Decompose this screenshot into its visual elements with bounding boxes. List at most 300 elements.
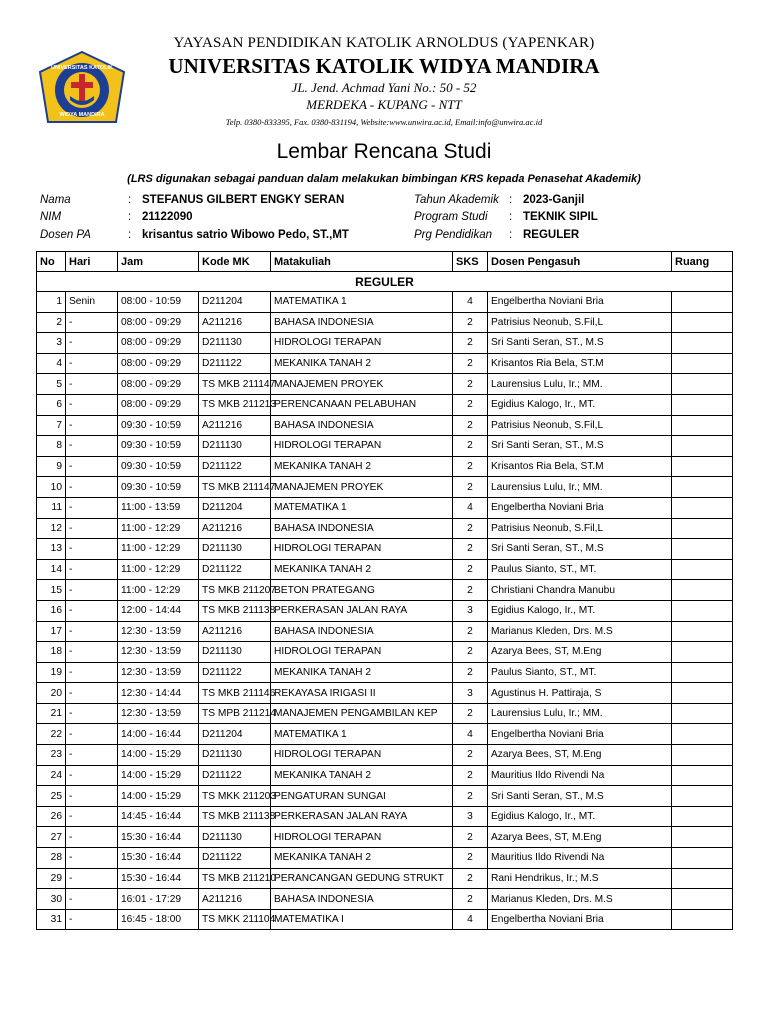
cell-hari: - [66,497,118,518]
cell-matakuliah: MATEMATIKA 1 [271,724,453,745]
cell-sks: 2 [453,662,488,683]
cell-no: 26 [37,806,66,827]
cell-dosen: Egidius Kalogo, Ir., MT. [488,600,672,621]
university-contact: Telp. 0380-833395, Fax. 0380-831194, Website:www.unwira.ac.id, Email:info@unwira.ac.id [225,117,543,127]
cell-ruang [672,745,733,766]
cell-ruang [672,353,733,374]
cell-kode-mk: D211130 [199,827,271,848]
cell-ruang [672,909,733,930]
table-row [37,621,733,642]
cell-kode-mk: TS MKB 211146 [199,683,271,704]
cell-kode-mk: D211130 [199,333,271,354]
cell-sks: 2 [453,333,488,354]
cell-jam: 11:00 - 12:29 [118,559,199,580]
cell-ruang [672,518,733,539]
cell-ruang [672,786,733,807]
cell-sks: 2 [453,868,488,889]
cell-ruang [672,806,733,827]
cell-ruang [672,683,733,704]
cell-jam: 08:00 - 09:29 [118,374,199,395]
cell-no: 3 [37,333,66,354]
cell-jam: 15:30 - 16:44 [118,827,199,848]
cell-hari: Senin [66,292,118,313]
cell-sks: 4 [453,497,488,518]
cell-kode-mk: TS MPB 211214 [199,703,271,724]
cell-no: 15 [37,580,66,601]
cell-jam: 09:30 - 10:59 [118,456,199,477]
cell-matakuliah: HIDROLOGI TERAPAN [271,745,453,766]
cell-no: 24 [37,765,66,786]
cell-hari: - [66,786,118,807]
cell-hari: - [66,436,118,457]
cell-matakuliah: HIDROLOGI TERAPAN [271,539,453,560]
cell-hari: - [66,642,118,663]
cell-dosen: Mauritius Ildo Rivendi Na [488,848,672,869]
table-row [37,415,733,436]
cell-matakuliah: BAHASA INDONESIA [271,621,453,642]
table-row [37,456,733,477]
cell-kode-mk: D211122 [199,765,271,786]
cell-ruang [672,889,733,910]
cell-sks: 2 [453,312,488,333]
cell-matakuliah: MANAJEMEN PROYEK [271,477,453,498]
cell-sks: 2 [453,889,488,910]
table-row [37,806,733,827]
cell-jam: 09:30 - 10:59 [118,415,199,436]
cell-kode-mk: TS MKB 211213 [199,394,271,415]
cell-dosen: Azarya Bees, ST, M.Eng [488,745,672,766]
cell-matakuliah: MEKANIKA TANAH 2 [271,848,453,869]
cell-sks: 2 [453,374,488,395]
cell-kode-mk: D211130 [199,745,271,766]
cell-ruang [672,394,733,415]
cell-no: 23 [37,745,66,766]
cell-sks: 2 [453,353,488,374]
cell-no: 10 [37,477,66,498]
table-row [37,497,733,518]
group-row [37,272,733,292]
cell-kode-mk: TS MKB 211207 [199,580,271,601]
cell-hari: - [66,662,118,683]
cell-jam: 12:30 - 13:59 [118,621,199,642]
cell-no: 30 [37,889,66,910]
cell-no: 2 [37,312,66,333]
cell-sks: 3 [453,600,488,621]
cell-dosen: Agustinus H. Pattiraja, S [488,683,672,704]
cell-dosen: Engelbertha Noviani Bria [488,724,672,745]
cell-hari: - [66,806,118,827]
cell-dosen: Paulus Sianto, ST., MT. [488,662,672,683]
table-row [37,848,733,869]
cell-sks: 2 [453,621,488,642]
cell-ruang [672,848,733,869]
cell-hari: - [66,415,118,436]
cell-dosen: Laurensius Lulu, Ir.; MM. [488,374,672,395]
cell-jam: 08:00 - 09:29 [118,394,199,415]
university-city: MERDEKA - KUPANG - NTT [306,97,462,112]
cell-no: 7 [37,415,66,436]
cell-hari: - [66,703,118,724]
header-dosen-pengasuh: Dosen Pengasuh [488,252,672,272]
cell-ruang [672,415,733,436]
cell-no: 6 [37,394,66,415]
cell-jam: 14:00 - 15:29 [118,786,199,807]
cell-ruang [672,580,733,601]
nama-value: STEFANUS GILBERT ENGKY SERAN [142,194,345,206]
table-header-row [37,252,733,272]
cell-hari: - [66,580,118,601]
prg-pendidikan-label: Prg Pendidikan [414,229,492,241]
cell-no: 25 [37,786,66,807]
colon: : [509,229,513,241]
cell-matakuliah: HIDROLOGI TERAPAN [271,827,453,848]
schedule-table [36,251,733,930]
cell-no: 18 [37,642,66,663]
cell-hari: - [66,909,118,930]
table-row [37,642,733,663]
cell-matakuliah: PERENCANAAN PELABUHAN [271,394,453,415]
cell-dosen: Christiani Chandra Manubu [488,580,672,601]
page-title: Lembar Rencana Studi [276,140,492,163]
cell-matakuliah: BETON PRATEGANG [271,580,453,601]
cell-ruang [672,868,733,889]
cell-sks: 2 [453,786,488,807]
cell-hari: - [66,600,118,621]
table-row [37,477,733,498]
cell-no: 4 [37,353,66,374]
cell-matakuliah: MEKANIKA TANAH 2 [271,662,453,683]
cell-ruang [672,765,733,786]
cell-jam: 08:00 - 09:29 [118,333,199,354]
cell-no: 29 [37,868,66,889]
cell-ruang [672,724,733,745]
cell-ruang [672,642,733,663]
cell-no: 5 [37,374,66,395]
cell-jam: 12:00 - 14:44 [118,600,199,621]
cell-hari: - [66,518,118,539]
cell-kode-mk: A211216 [199,621,271,642]
cell-dosen: Marianus Kleden, Drs. M.S [488,889,672,910]
cell-ruang [672,600,733,621]
table-row [37,703,733,724]
cell-dosen: Patrisius Neonub, S.Fil,L [488,415,672,436]
cell-sks: 2 [453,745,488,766]
cell-sks: 2 [453,703,488,724]
cell-sks: 2 [453,848,488,869]
cell-kode-mk: D211122 [199,848,271,869]
cell-sks: 2 [453,436,488,457]
cell-dosen: Sri Santi Seran, ST., M.S [488,436,672,457]
cell-ruang [672,662,733,683]
cell-matakuliah: PERKERASAN JALAN RAYA [271,806,453,827]
cell-dosen: Azarya Bees, ST, M.Eng [488,827,672,848]
cell-ruang [672,374,733,395]
cell-jam: 11:00 - 12:29 [118,539,199,560]
cell-matakuliah: PENGATURAN SUNGAI [271,786,453,807]
cell-no: 27 [37,827,66,848]
table-row [37,786,733,807]
cell-jam: 12:30 - 13:59 [118,703,199,724]
student-info [0,0,768,250]
cell-kode-mk: TS MKB 211147 [199,374,271,395]
cell-dosen: Marianus Kleden, Drs. M.S [488,621,672,642]
cell-jam: 16:01 - 17:29 [118,889,199,910]
cell-kode-mk: A211216 [199,415,271,436]
cell-matakuliah: MANAJEMEN PENGAMBILAN KEP [271,703,453,724]
header-sks: SKS [453,252,488,272]
cell-matakuliah: HIDROLOGI TERAPAN [271,642,453,663]
cell-hari: - [66,539,118,560]
cell-no: 9 [37,456,66,477]
cell-hari: - [66,456,118,477]
table-row [37,374,733,395]
cell-kode-mk: A211216 [199,518,271,539]
cell-jam: 08:00 - 09:29 [118,353,199,374]
cell-jam: 12:30 - 13:59 [118,642,199,663]
cell-hari: - [66,724,118,745]
cell-sks: 2 [453,394,488,415]
cell-jam: 11:00 - 12:29 [118,580,199,601]
table-row [37,827,733,848]
cell-sks: 2 [453,456,488,477]
cell-hari: - [66,353,118,374]
cell-no: 13 [37,539,66,560]
cell-no: 1 [37,292,66,313]
cell-no: 17 [37,621,66,642]
cell-kode-mk: D211122 [199,353,271,374]
university-name: UNIVERSITAS KATOLIK WIDYA MANDIRA [168,54,600,78]
cell-jam: 15:30 - 16:44 [118,848,199,869]
cell-kode-mk: D211122 [199,559,271,580]
tahun-akademik-label: Tahun Akademik [414,194,499,206]
cell-dosen: Krisantos Ria Bela, ST.M [488,353,672,374]
group-label: REGULER [37,272,733,292]
cell-hari: - [66,477,118,498]
cell-sks: 2 [453,477,488,498]
cell-matakuliah: MATEMATIKA 1 [271,497,453,518]
nama-label: Nama [40,194,71,206]
cell-ruang [672,497,733,518]
cell-jam: 14:00 - 15:29 [118,745,199,766]
cell-no: 20 [37,683,66,704]
cell-ruang [672,559,733,580]
cell-sks: 2 [453,827,488,848]
cell-sks: 4 [453,724,488,745]
cell-sks: 2 [453,415,488,436]
header-no: No [37,252,66,272]
cell-dosen: Engelbertha Noviani Bria [488,292,672,313]
cell-matakuliah: HIDROLOGI TERAPAN [271,436,453,457]
cell-sks: 3 [453,683,488,704]
cell-no: 21 [37,703,66,724]
cell-dosen: Patrisius Neonub, S.Fil,L [488,312,672,333]
cell-ruang [672,827,733,848]
cell-dosen: Patrisius Neonub, S.Fil,L [488,518,672,539]
cell-no: 16 [37,600,66,621]
cell-kode-mk: TS MKB 211210 [199,868,271,889]
cell-hari: - [66,745,118,766]
header-jam: Jam [118,252,199,272]
table-row [37,559,733,580]
table-row [37,518,733,539]
cell-sks: 2 [453,559,488,580]
cell-kode-mk: A211216 [199,312,271,333]
cell-dosen: Rani Hendrikus, Ir.; M.S [488,868,672,889]
cell-matakuliah: BAHASA INDONESIA [271,889,453,910]
tahun-akademik-value: 2023-Ganjil [523,194,585,206]
table-row [37,662,733,683]
table-row [37,312,733,333]
cell-dosen: Laurensius Lulu, Ir.; MM. [488,703,672,724]
cell-sks: 2 [453,539,488,560]
dosen-pa-value: krisantus satrio Wibowo Pedo, ST.,MT [142,229,349,241]
cell-matakuliah: MEKANIKA TANAH 2 [271,353,453,374]
cell-hari: - [66,559,118,580]
cell-no: 19 [37,662,66,683]
table-row [37,724,733,745]
table-row [37,600,733,621]
cell-matakuliah: MEKANIKA TANAH 2 [271,456,453,477]
table-row [37,333,733,354]
cell-hari: - [66,868,118,889]
nim-label: NIM [40,211,62,223]
cell-no: 12 [37,518,66,539]
table-row [37,353,733,374]
cell-ruang [672,621,733,642]
cell-dosen: Engelbertha Noviani Bria [488,497,672,518]
cell-kode-mk: D211204 [199,497,271,518]
cell-matakuliah: REKAYASA IRIGASI II [271,683,453,704]
cell-dosen: Paulus Sianto, ST., MT. [488,559,672,580]
header-kode-mk: Kode MK [199,252,271,272]
cell-jam: 09:30 - 10:59 [118,436,199,457]
cell-dosen: Azarya Bees, ST, M.Eng [488,642,672,663]
cell-kode-mk: D211204 [199,724,271,745]
cell-dosen: Egidius Kalogo, Ir., MT. [488,394,672,415]
cell-matakuliah: MEKANIKA TANAH 2 [271,559,453,580]
cell-matakuliah: HIDROLOGI TERAPAN [271,333,453,354]
cell-jam: 14:00 - 16:44 [118,724,199,745]
cell-no: 28 [37,848,66,869]
cell-matakuliah: PERANCANGAN GEDUNG STRUKT [271,868,453,889]
colon: : [128,229,132,241]
header-matakuliah: Matakuliah [271,252,453,272]
cell-dosen: Sri Santi Seran, ST., M.S [488,539,672,560]
dosen-pa-label: Dosen PA [40,229,91,241]
table-row [37,394,733,415]
cell-dosen: Sri Santi Seran, ST., M.S [488,333,672,354]
cell-sks: 2 [453,765,488,786]
table-row [37,909,733,930]
cell-hari: - [66,827,118,848]
cell-no: 8 [37,436,66,457]
cell-ruang [672,477,733,498]
cell-jam: 08:00 - 09:29 [118,312,199,333]
cell-ruang [672,539,733,560]
cell-kode-mk: TS MKB 211147 [199,477,271,498]
cell-hari: - [66,848,118,869]
header-hari: Hari [66,252,118,272]
table-row [37,745,733,766]
cell-sks: 2 [453,642,488,663]
cell-kode-mk: D211122 [199,662,271,683]
cell-kode-mk: D211130 [199,539,271,560]
cell-sks: 2 [453,580,488,601]
cell-kode-mk: A211216 [199,889,271,910]
cell-dosen: Laurensius Lulu, Ir.; MM. [488,477,672,498]
cell-jam: 11:00 - 13:59 [118,497,199,518]
table-row [37,580,733,601]
cell-hari: - [66,683,118,704]
cell-sks: 4 [453,909,488,930]
cell-dosen: Mauritius Ildo Rivendi Na [488,765,672,786]
cell-hari: - [66,374,118,395]
cell-jam: 08:00 - 10:59 [118,292,199,313]
cell-hari: - [66,621,118,642]
cell-matakuliah: MANAJEMEN PROYEK [271,374,453,395]
page-subtitle: (LRS digunakan sebagai panduan dalam melakukan bimbingan KRS kepada Penasehat Akademik) [127,173,641,185]
cell-jam: 12:30 - 13:59 [118,662,199,683]
program-studi-label: Program Studi [414,211,488,223]
cell-ruang [672,312,733,333]
colon: : [509,211,513,223]
cell-jam: 14:45 - 16:44 [118,806,199,827]
header-ruang: Ruang [672,252,733,272]
cell-ruang [672,333,733,354]
cell-kode-mk: D211204 [199,292,271,313]
cell-no: 31 [37,909,66,930]
cell-dosen: Sri Santi Seran, ST., M.S [488,786,672,807]
program-studi-value: TEKNIK SIPIL [523,211,598,223]
foundation-name: YAYASAN PENDIDIKAN KATOLIK ARNOLDUS (YAPENKAR) [173,35,595,51]
cell-matakuliah: BAHASA INDONESIA [271,415,453,436]
cell-matakuliah: MATEMATIKA I [271,909,453,930]
cell-matakuliah: BAHASA INDONESIA [271,312,453,333]
cell-kode-mk: TS MKB 211138 [199,806,271,827]
cell-no: 14 [37,559,66,580]
table-row [37,683,733,704]
cell-matakuliah: PERKERASAN JALAN RAYA [271,600,453,621]
nim-value: 21122090 [142,211,193,223]
cell-sks: 2 [453,518,488,539]
cell-dosen: Egidius Kalogo, Ir., MT. [488,806,672,827]
cell-hari: - [66,333,118,354]
logo-top-text: UNIVERSITAS KATOLIK [50,65,114,71]
cell-hari: - [66,765,118,786]
cell-hari: - [66,889,118,910]
cell-hari: - [66,394,118,415]
cell-dosen: Krisantos Ria Bela, ST.M [488,456,672,477]
cell-jam: 12:30 - 14:44 [118,683,199,704]
colon: : [128,211,132,223]
table-row [37,889,733,910]
cell-kode-mk: D211122 [199,456,271,477]
cell-kode-mk: TS MKK 211203 [199,786,271,807]
cell-matakuliah: MEKANIKA TANAH 2 [271,765,453,786]
cell-matakuliah: BAHASA INDONESIA [271,518,453,539]
table-row [37,765,733,786]
cell-kode-mk: D211130 [199,436,271,457]
cell-ruang [672,456,733,477]
colon: : [509,194,513,206]
cell-jam: 15:30 - 16:44 [118,868,199,889]
cell-no: 11 [37,497,66,518]
table-row [37,539,733,560]
cell-sks: 3 [453,806,488,827]
cell-matakuliah: MATEMATIKA 1 [271,292,453,313]
cell-kode-mk: TS MKK 211104 [199,909,271,930]
cell-sks: 4 [453,292,488,313]
